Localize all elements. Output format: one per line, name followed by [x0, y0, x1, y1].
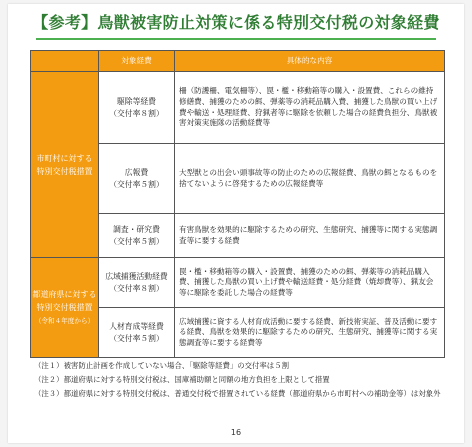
row-content: 大型獣との出会い頭事故等の防止のための広報経費、鳥獣の餌となるものを捨てないように啓発するための広報経費等 — [175, 144, 445, 214]
page-number: 16 — [230, 428, 242, 437]
table-row — [31, 258, 445, 308]
title-underline — [36, 38, 436, 40]
notes — [34, 359, 441, 401]
note-1: （注１）被害防止計画を作成していない場合、「駆除等経費」の交付率は５割 — [34, 361, 289, 370]
slide-title: 【参考】鳥獣被害防止対策に係る特別交付税の対象経費 — [32, 13, 440, 32]
group-label: 都道府県に対する 特別交付税措置 — [32, 289, 97, 312]
row-content: 広域捕獲に資する人材育成活動に要する経費、新技術実証、普及活動に要する経費、鳥獣を効果的に駆除するための研究、生態研究、捕獲等に関する実態調査等に要する経費等 — [175, 308, 445, 358]
note-2: （注２）都道府県に対する特別交付税は、国庫補助額と同額の地方負担を上限として措置 — [34, 375, 330, 384]
group-municipal — [31, 72, 99, 258]
row-name-text: 調査・研究費 （交付率５割） — [109, 224, 164, 246]
row-content: 柵（防護柵、電気柵等）、罠・檻・移動箱等の購入・設置費、これらの維持修繕費、捕獲のための餌、弾薬等の消耗品購入費、捕獲した鳥獣の買い上げ費や輸送・処理経費、狩猟者等に駆除を依頼した場合の経費負担分、鳥獣被害対策実施隊の活動経費等 — [175, 72, 445, 144]
slide — [8, 4, 464, 443]
row-content: 罠・檻・移動箱等の購入・設置費、捕獲のための餌、弾薬等の消耗品購入費、捕獲した鳥獣の買い上げ費や輸送経費・処分経費（焼却費等）、猟友会等に駆除を委託した場合の経費等 — [175, 258, 445, 308]
header-empty — [31, 51, 99, 72]
row-name — [99, 144, 175, 214]
row-name — [99, 72, 175, 144]
expense-table — [30, 50, 445, 358]
row-name-text: 駆除等経費 （交付率８割） — [109, 96, 164, 118]
header-expense: 対象経費 — [99, 51, 175, 72]
table-row — [31, 72, 445, 144]
row-content: 有害鳥獣を効果的に駆除するための研究、生態研究、捕獲等に関する実態調査等に要する経費 — [175, 214, 445, 258]
row-name — [99, 308, 175, 358]
group-prefecture — [31, 258, 99, 358]
group-label: 市町村に対する 特別交付税措置 — [36, 153, 93, 176]
table-header-row — [31, 51, 445, 72]
group-note: （令和４年度から） — [34, 316, 95, 325]
note-3: （注３）都道府県に対する特別交付税は、普通交付税で措置されている経費（都道府県から市町村への補助金等）は対象外 — [34, 389, 441, 398]
row-name-text: 人材育成等経費 （交付率５割） — [109, 321, 164, 343]
row-name — [99, 214, 175, 258]
header-content: 具体的な内容 — [175, 51, 445, 72]
row-name-text: 広域捕獲活動経費 （交付率８割） — [105, 271, 168, 293]
row-name — [99, 258, 175, 308]
title-wrap — [8, 10, 464, 33]
row-name-text: 広報費 （交付率５割） — [109, 167, 164, 189]
